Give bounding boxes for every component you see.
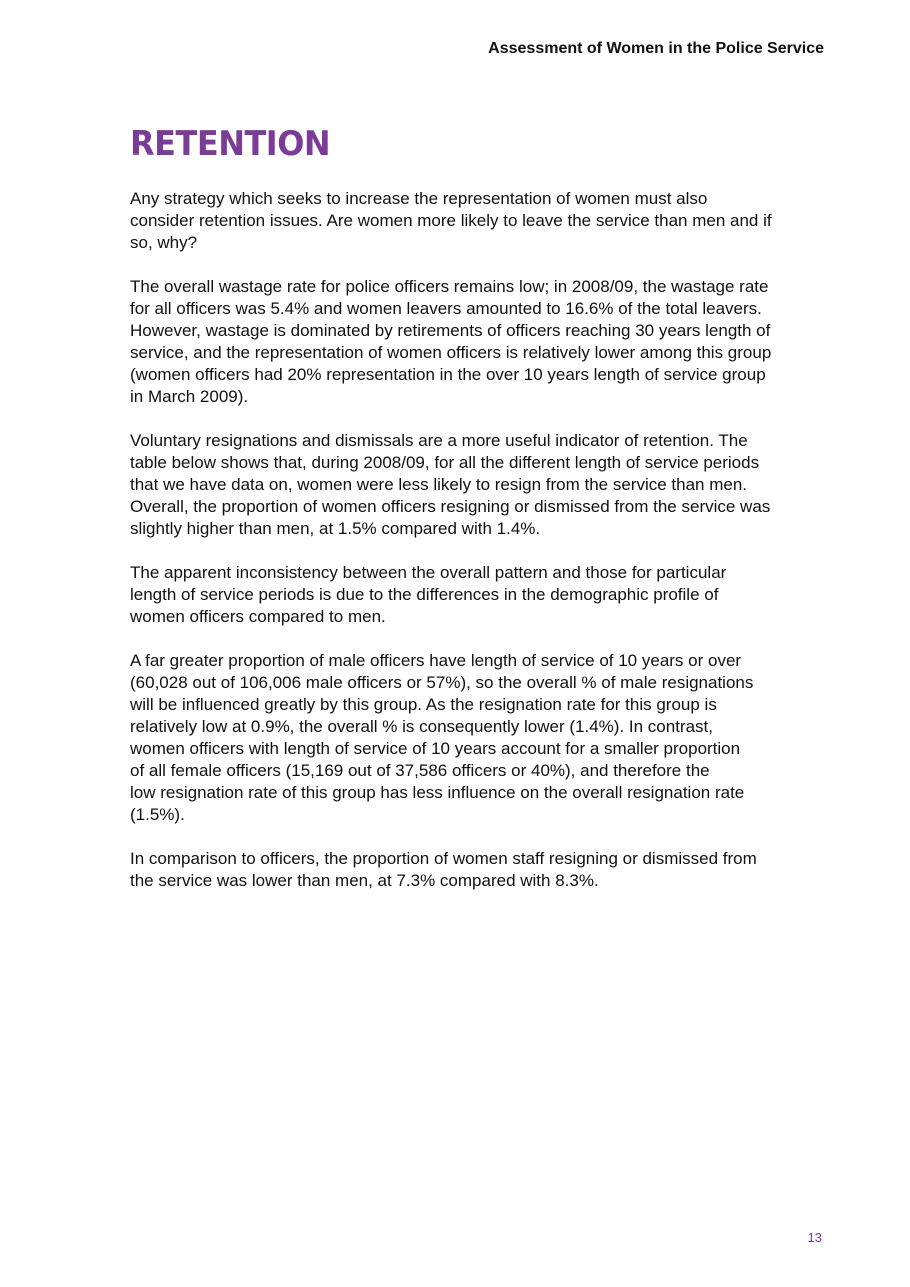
section-title: RETENTION [130,124,331,164]
document-body [130,124,830,914]
paragraph-inconsistency: The apparent inconsistency between the overall pattern and those for particular length of service periods is due to the differences in the demographic profile of women officers compared to men. [130,563,727,626]
running-header: Assessment of Women in the Police Service [488,40,824,57]
paragraph-wastage-rate: The overall wastage rate for police officers remains low; in 2008/09, the wastage rate for all officers was 5.4% and women leavers amounted to 16.6% of the total leavers. However, wastage is dominated by retirements of officers reaching 30 years length of service, and the representation of women officers is relatively lower among this group (women officers had 20% representation in the over 10 years length of service group in March 2009). [130,277,772,406]
paragraph-resignations-dismissals: Voluntary resignations and dismissals are a more useful indicator of retention. The table below shows that, during 2008/09, for all the different length of service periods that we have data on, women were less likely to resign from the service than men. Overall, the proportion of women officers resigning or dismissed from the service was slightly higher than men, at 1.5% compared with 1.4%. [130,431,771,538]
paragraph-length-of-service: A far greater proportion of male officers have length of service of 10 years or over (60,028 out of 106,006 male officers or 57%), so the overall % of male resignations will be influenced greatly by this group. As the resignation rate for this group is relatively low at 0.9%, the overall % is consequently lower (1.4%). In contrast, women officers with length of service of 10 years account for a smaller proportion of all female officers (15,169 out of 37,586 officers or 40%), and therefore the low resignation rate of this group has less influence on the overall resignation rate (1.5%). [130,651,754,824]
paragraph-retention-question: Any strategy which seeks to increase the representation of women must also consider retention issues. Are women more likely to leave the service than men and if so, why? [130,189,772,252]
paragraph-staff-comparison: In comparison to officers, the proportion of women staff resigning or dismissed from the service was lower than men, at 7.3% compared with 8.3%. [130,849,757,890]
page-number: 13 [807,1230,822,1245]
